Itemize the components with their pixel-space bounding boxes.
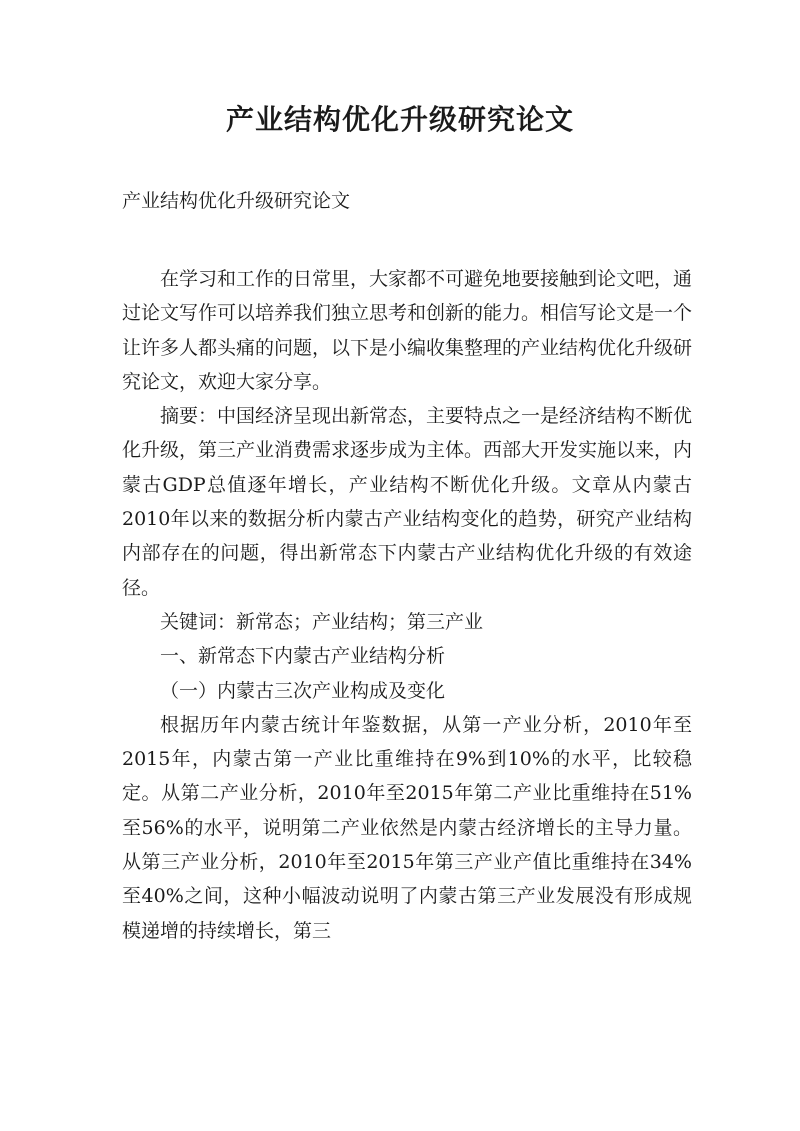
document-title: 产业结构优化升级研究论文 <box>225 103 574 136</box>
intro-paragraph: 在学习和工作的日常里，大家都不可避免地要接触到论文吧，通过论文写作可以培养我们独立思考和创新的能力。相信写论文是一个让许多人都头痛的问题，以下是小编收集整理的产业结构优化升级研究论文，欢迎大家分享。 <box>122 268 693 393</box>
section-heading: 一、新常态下内蒙古产业结构分析 <box>160 645 446 668</box>
document-body <box>122 262 692 948</box>
abstract-paragraph: 摘要：中国经济呈现出新常态，主要特点之一是经济结构不断优化升级，第三产业消费需求逐步成为主体。西部大开发实施以来，内蒙古GDP总值逐年增长，产业结构不断优化升级。文章从内蒙古2010年以来的数据分析内蒙古产业结构变化的趋势，研究产业结构内部存在的问题，得出新常态下内蒙古产业结构优化升级的有效途径。 <box>122 405 693 599</box>
analysis-paragraph: 根据历年内蒙古统计年鉴数据，从第一产业分析，2010年至2015年，内蒙古第一产业比重维持在9%到10%的水平，比较稳定。从第二产业分析，2010年至2015年第二产业比重维持在51%至56%的水平，说明第二产业依然是内蒙古经济增长的主导力量。从第三产业分析，2010年至2015年第三产业产值比重维持在34%至40%之间，这种小幅波动说明了内蒙古第三产业发展没有形成规模递增的持续增长，第三 <box>122 713 692 942</box>
subsection-heading: （一）内蒙古三次产业构成及变化 <box>160 679 446 702</box>
document-subtitle: 产业结构优化升级研究论文 <box>122 190 351 212</box>
keywords-paragraph: 关键词：新常态；产业结构；第三产业 <box>160 610 484 633</box>
